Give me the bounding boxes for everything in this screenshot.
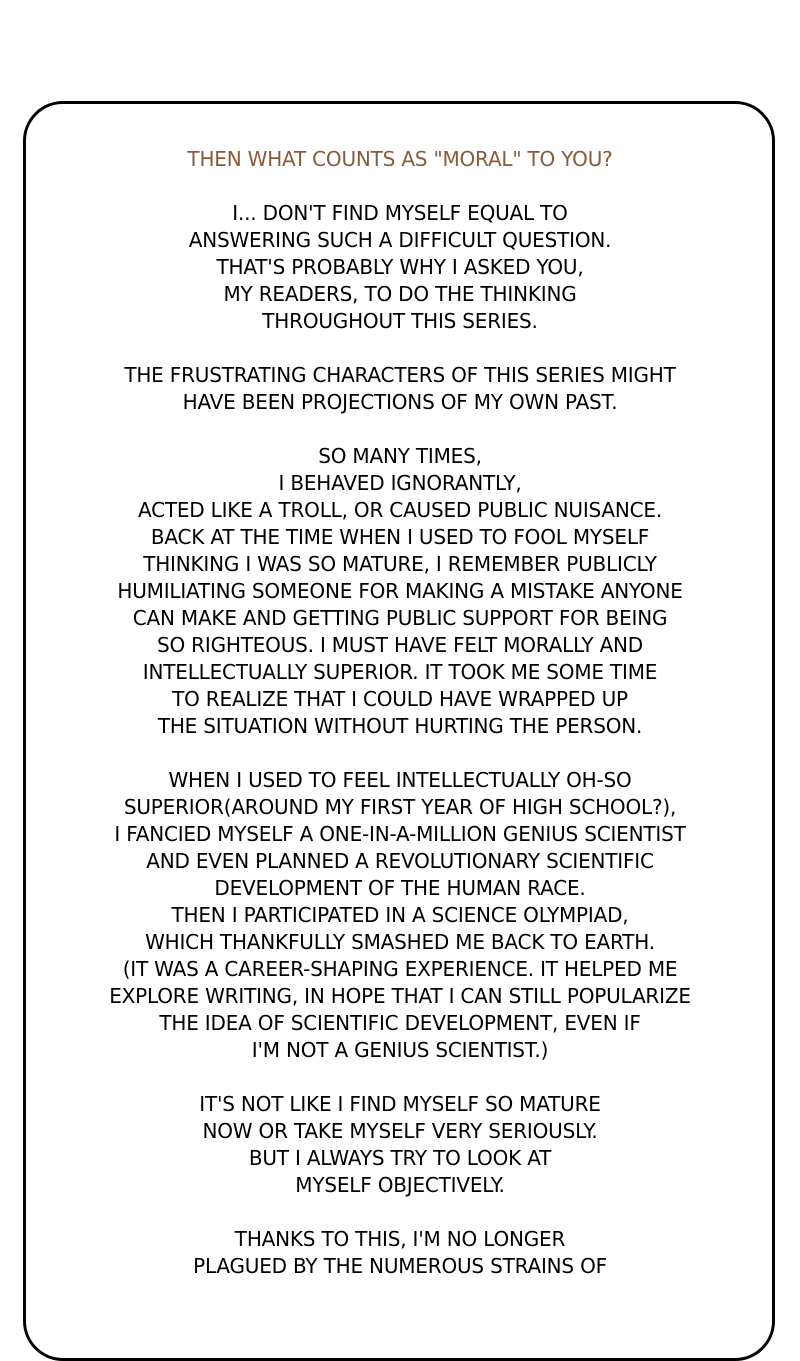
text-line: MY READERS, TO DO THE THINKING xyxy=(223,282,577,306)
text-line: SO MANY TIMES, xyxy=(318,444,482,468)
text-line: THANKS TO THIS, I'M NO LONGER xyxy=(234,1227,566,1251)
text-line: THE SITUATION WITHOUT HURTING THE PERSON. xyxy=(157,714,643,738)
text-line: WHEN I USED TO FEEL INTELLECTUALLY OH-SO xyxy=(168,768,632,792)
text-line: THAT'S PROBABLY WHY I ASKED YOU, xyxy=(216,255,584,279)
text-line: SO RIGHTEOUS. I MUST HAVE FELT MORALLY AND xyxy=(156,633,644,657)
paragraph xyxy=(0,443,800,740)
text-line: THROUGHOUT THIS SERIES. xyxy=(262,309,538,333)
text-line: BUT I ALWAYS TRY TO LOOK AT xyxy=(248,1146,552,1170)
text-line: CAN MAKE AND GETTING PUBLIC SUPPORT FOR BEING xyxy=(132,606,668,630)
paragraph xyxy=(0,1226,800,1280)
text-line: THINKING I WAS SO MATURE, I REMEMBER PUBLICLY xyxy=(143,552,657,576)
paragraph xyxy=(0,362,800,416)
text-line: AND EVEN PLANNED A REVOLUTIONARY SCIENTIFIC xyxy=(146,849,654,873)
text-line: BACK AT THE TIME WHEN I USED TO FOOL MYSELF xyxy=(150,525,650,549)
text-line: NOW OR TAKE MYSELF VERY SERIOUSLY. xyxy=(202,1119,598,1143)
text-line: I FANCIED MYSELF A ONE-IN-A-MILLION GENIUS SCIENTIST xyxy=(114,822,686,846)
text-line: I... DON'T FIND MYSELF EQUAL TO xyxy=(232,201,568,225)
text-line: I'M NOT A GENIUS SCIENTIST.) xyxy=(251,1038,549,1062)
text-line: IT'S NOT LIKE I FIND MYSELF SO MATURE xyxy=(199,1092,601,1116)
text-line: HAVE BEEN PROJECTIONS OF MY OWN PAST. xyxy=(182,390,618,414)
text-line: ANSWERING SUCH A DIFFICULT QUESTION. xyxy=(188,228,612,252)
question-heading: THEN WHAT COUNTS AS "MORAL" TO YOU? xyxy=(187,147,613,171)
text-line: THEN I PARTICIPATED IN A SCIENCE OLYMPIAD, xyxy=(171,903,629,927)
text-line: SUPERIOR(AROUND MY FIRST YEAR OF HIGH SCHOOL?), xyxy=(123,795,677,819)
text-line: EXPLORE WRITING, IN HOPE THAT I CAN STILL POPULARIZE xyxy=(109,984,691,1008)
text-line: THE FRUSTRATING CHARACTERS OF THIS SERIES MIGHT xyxy=(124,363,676,387)
paragraph xyxy=(0,1091,800,1199)
text-line: WHICH THANKFULLY SMASHED ME BACK TO EARTH. xyxy=(145,930,655,954)
text-line: HUMILIATING SOMEONE FOR MAKING A MISTAKE ANYONE xyxy=(117,579,683,603)
paragraph xyxy=(0,200,800,335)
afterword-content xyxy=(0,146,800,1307)
text-line: MYSELF OBJECTIVELY. xyxy=(295,1173,505,1197)
text-line: THE IDEA OF SCIENTIFIC DEVELOPMENT, EVEN IF xyxy=(159,1011,641,1035)
text-line: (IT WAS A CAREER-SHAPING EXPERIENCE. IT HELPED ME xyxy=(122,957,678,981)
text-line: TO REALIZE THAT I COULD HAVE WRAPPED UP xyxy=(172,687,628,711)
paragraph xyxy=(0,767,800,1064)
text-line: INTELLECTUALLY SUPERIOR. IT TOOK ME SOME TIME xyxy=(142,660,658,684)
paragraph-list xyxy=(0,200,800,1280)
text-line: ACTED LIKE A TROLL, OR CAUSED PUBLIC NUISANCE. xyxy=(137,498,663,522)
text-line: I BEHAVED IGNORANTLY, xyxy=(278,471,522,495)
text-line: PLAGUED BY THE NUMEROUS STRAINS OF xyxy=(193,1254,607,1278)
text-line: DEVELOPMENT OF THE HUMAN RACE. xyxy=(214,876,586,900)
